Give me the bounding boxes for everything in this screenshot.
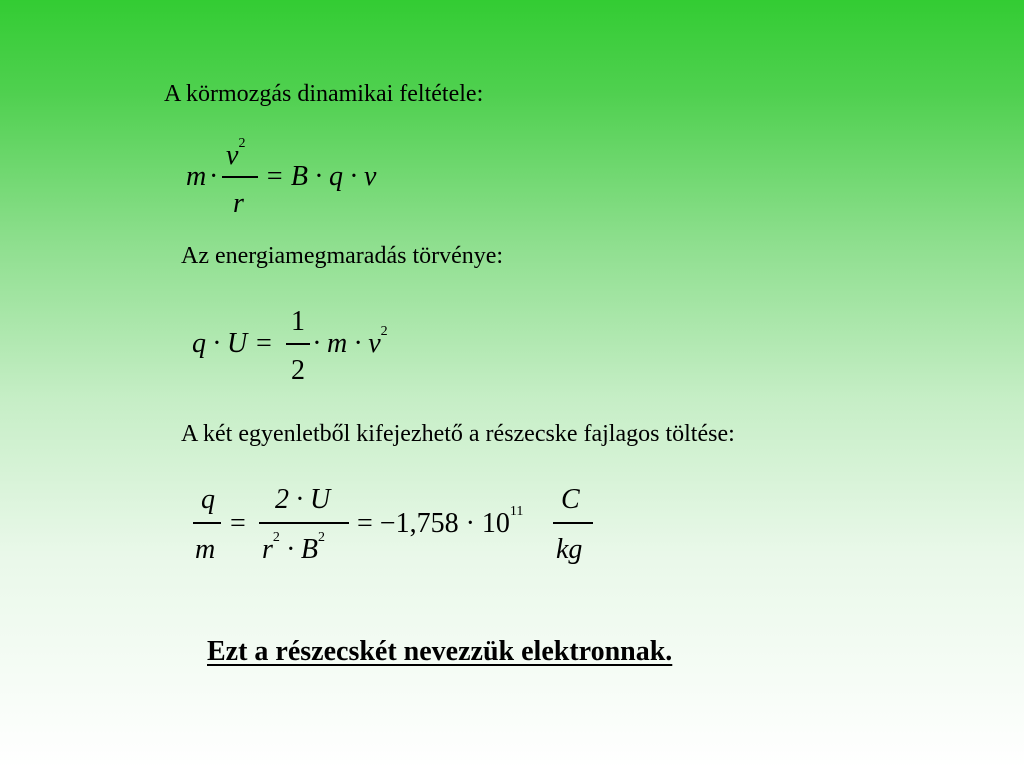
heading-circular-motion: A körmozgás dinamikai feltétele:: [164, 81, 484, 107]
eq1-numerator: $v^2$: [226, 136, 246, 171]
eq3-equals1: =: [230, 508, 246, 539]
eq1-dot: ·: [209, 161, 219, 192]
eq2-lhs: q · U =: [192, 328, 274, 359]
eq3-numerator2: 2 · U: [275, 484, 331, 515]
eq2-rhs: · $m \cdot v^2$: [313, 324, 388, 359]
eq3-denominator2: $r^2 \cdot B^2$: [262, 530, 326, 565]
eq2-numerator: 1: [291, 306, 305, 337]
eq3-value: = $-1,758 \cdot 10^{11}$: [357, 504, 524, 539]
eq1-fraction-bar: [222, 176, 258, 178]
eq1-rhs: = B · q · v: [265, 161, 377, 192]
eq3-m: m: [195, 534, 216, 565]
eq3-unit-bar: [553, 522, 593, 524]
eq1-denominator: r: [233, 188, 244, 219]
eq3-unit-denominator: kg: [556, 534, 583, 565]
eq3-q: q: [201, 484, 215, 515]
conclusion-text: Ezt a részecskét nevezzük elektronnak.: [207, 636, 673, 667]
eq2-denominator: 2: [291, 355, 305, 386]
heading-energy-conservation: Az energiamegmaradás törvénye:: [181, 243, 504, 269]
eq3-bar1: [193, 522, 221, 524]
eq2-fraction-bar: [286, 343, 310, 345]
eq1-m: m: [186, 161, 207, 192]
eq3-bar2: [259, 522, 349, 524]
heading-specific-charge: A két egyenletből kifejezhető a részecske fajlagos töltése:: [181, 421, 735, 447]
eq3-unit-numerator: C: [561, 484, 580, 515]
